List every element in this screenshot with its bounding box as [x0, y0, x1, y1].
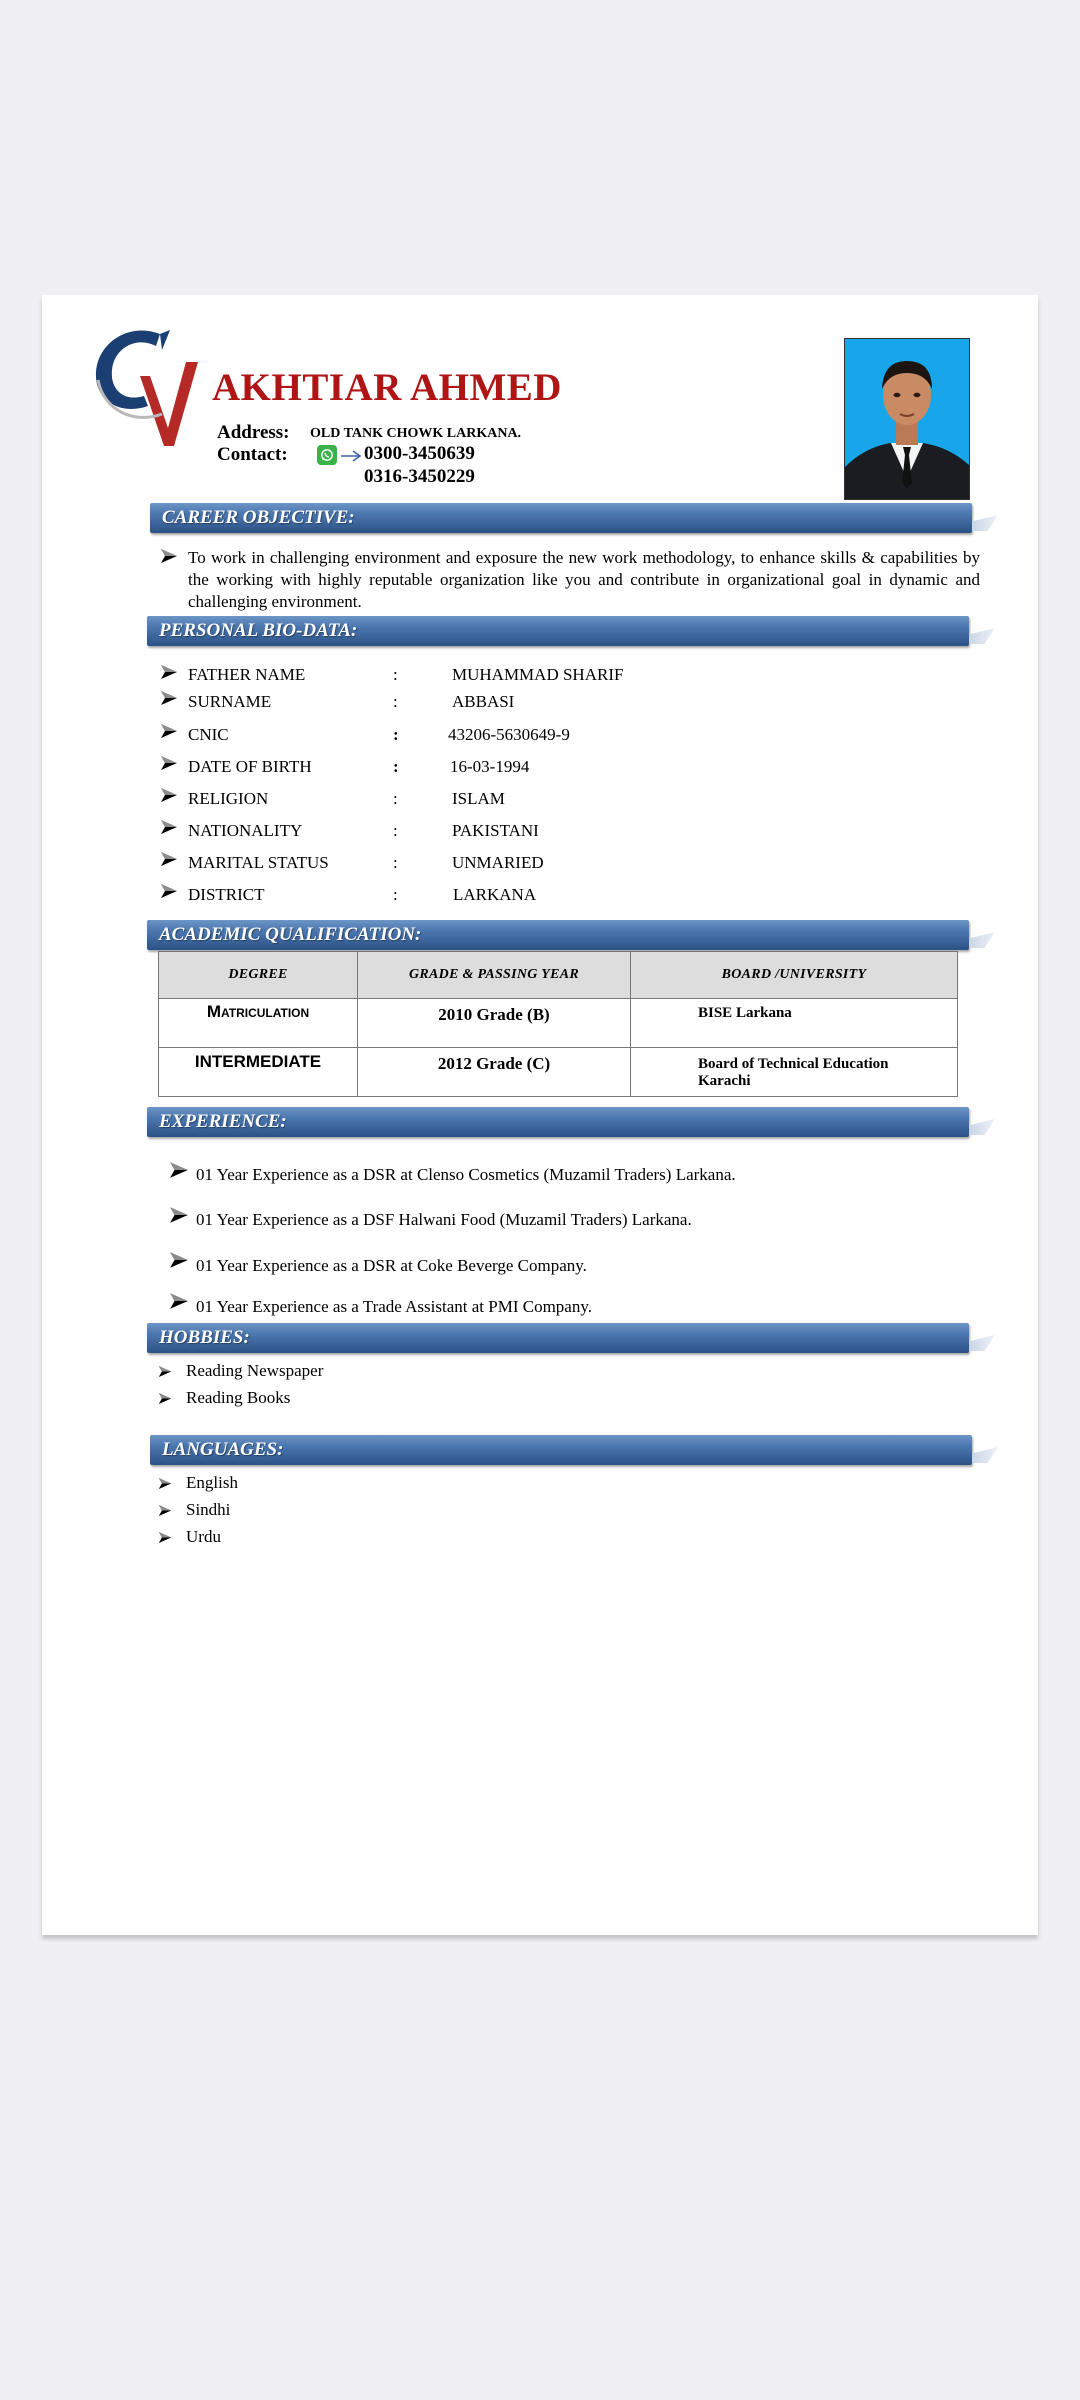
hobby-text: Reading Newspaper: [186, 1361, 324, 1380]
bio-label: RELIGION: [188, 789, 269, 808]
table-cell: [631, 999, 958, 1048]
cv-page: [42, 295, 1038, 1935]
bio-separator: :: [393, 789, 398, 808]
language-text: Urdu: [186, 1527, 221, 1546]
bullet-arrow-icon: [160, 883, 178, 899]
bullet-arrow-icon: [160, 723, 178, 739]
whatsapp-icon: [317, 445, 337, 465]
phone-number-1[interactable]: 0300-3450639: [364, 443, 475, 464]
bio-value: UNMARIED: [452, 853, 544, 872]
bullet-arrow-icon: [160, 851, 178, 867]
table-row: [159, 999, 958, 1048]
bio-value: 16-03-1994: [450, 757, 530, 776]
candidate-name: AKHTIAR AHMED: [212, 366, 562, 409]
bio-separator: :: [393, 692, 398, 711]
academic-qualification-bar: [147, 920, 969, 950]
bullet-arrow-icon: [169, 1206, 189, 1224]
bio-label: FATHER NAME: [188, 665, 306, 684]
bio-value: ABBASI: [452, 692, 515, 711]
board-text: Board of Technical Education Karachi: [698, 1056, 889, 1089]
bio-label: SURNAME: [188, 692, 272, 711]
bullet-arrow-icon: [160, 664, 178, 680]
bullet-arrow-icon: [160, 819, 178, 835]
bullet-arrow-icon: [160, 755, 178, 771]
bio-value: PAKISTANI: [452, 821, 539, 840]
bio-label: NATIONALITY: [188, 821, 303, 840]
hobby-text: Reading Books: [186, 1388, 291, 1407]
column-header: GRADE & PASSING YEAR: [358, 952, 631, 999]
experience-text: 01 Year Experience as a DSR at Coke Beverge Company.: [196, 1256, 587, 1275]
table-cell: [159, 999, 358, 1048]
table-cell: [358, 1048, 631, 1097]
bio-label: CNIC: [188, 725, 229, 744]
bullet-arrow-icon: [158, 1365, 172, 1378]
bullet-arrow-icon: [158, 1477, 172, 1490]
table-cell: [358, 999, 631, 1048]
column-header: DEGREE: [159, 952, 358, 999]
bio-value: 43206-5630649-9: [448, 725, 570, 744]
bullet-arrow-icon: [158, 1531, 172, 1544]
bio-value: ISLAM: [452, 789, 505, 808]
languages-bar: [150, 1435, 972, 1465]
experience-text: 01 Year Experience as a Trade Assistant at PMI Company.: [196, 1297, 592, 1316]
personal-biodata-bar: [147, 616, 969, 646]
section-title: PERSONAL BIO-DATA:: [159, 620, 358, 641]
grade-text: 2010 Grade (B): [438, 1005, 550, 1024]
table-cell: [631, 1048, 958, 1097]
qualification-table: [158, 951, 958, 1097]
column-header: BOARD /UNIVERSITY: [631, 952, 958, 999]
bio-label: DATE OF BIRTH: [188, 757, 312, 776]
bullet-arrow-icon: [158, 1504, 172, 1517]
table-cell: [159, 1048, 358, 1097]
section-title: ACADEMIC QUALIFICATION:: [159, 924, 422, 945]
bio-separator: :: [393, 725, 399, 744]
arrow-right-icon: [340, 450, 362, 462]
address-label: Address:: [217, 422, 290, 443]
bio-label: MARITAL STATUS: [188, 853, 329, 872]
bio-separator: :: [393, 885, 398, 904]
section-title: CAREER OBJECTIVE:: [162, 507, 355, 528]
experience-bar: [147, 1107, 969, 1137]
experience-text: 01 Year Experience as a DSF Halwani Food (Muzamil Traders) Larkana.: [196, 1210, 692, 1229]
bullet-arrow-icon: [160, 548, 178, 564]
bio-separator: :: [393, 665, 398, 684]
address-value: OLD TANK CHOWK LARKANA.: [310, 426, 522, 441]
cv-logo-icon: [90, 320, 200, 450]
bullet-arrow-icon: [169, 1292, 189, 1310]
contact-label: Contact:: [217, 444, 288, 465]
section-title: HOBBIES:: [159, 1327, 250, 1348]
grade-text: 2012 Grade (C): [437, 1054, 551, 1073]
profile-photo: [844, 338, 970, 500]
bullet-arrow-icon: [169, 1161, 189, 1179]
career-objective-bar: [150, 503, 972, 533]
table-row: [159, 1048, 958, 1097]
bullet-arrow-icon: [169, 1251, 189, 1269]
hobbies-bar: [147, 1323, 969, 1353]
bullet-arrow-icon: [158, 1392, 172, 1405]
bullet-arrow-icon: [160, 787, 178, 803]
bio-value: MUHAMMAD SHARIF: [452, 665, 624, 684]
section-title: LANGUAGES:: [162, 1439, 284, 1460]
career-objective-text: To work in challenging environment and exposure the new work methodology, to enhance skills & capabilities by the working with highly reputable organization like you and contribute in organizational goal in dynamic and challenging environment.: [188, 548, 980, 611]
language-text: Sindhi: [186, 1500, 231, 1519]
bio-separator: :: [393, 853, 398, 872]
degree-text: INTERMEDIATE: [194, 1052, 322, 1071]
experience-text: 01 Year Experience as a DSR at Clenso Cosmetics (Muzamil Traders) Larkana.: [196, 1165, 736, 1184]
language-text: English: [186, 1473, 238, 1492]
phone-number-2[interactable]: 0316-3450229: [364, 466, 475, 487]
bio-separator: :: [393, 757, 399, 776]
degree-text: Matriculation: [206, 1002, 310, 1021]
bio-separator: :: [393, 821, 398, 840]
board-text: BISE Larkana: [698, 1005, 792, 1021]
bio-label: DISTRICT: [188, 885, 265, 904]
bullet-arrow-icon: [160, 690, 178, 706]
section-title: EXPERIENCE:: [159, 1111, 287, 1132]
table-header-row: [159, 952, 958, 999]
bio-value: LARKANA: [453, 885, 537, 904]
